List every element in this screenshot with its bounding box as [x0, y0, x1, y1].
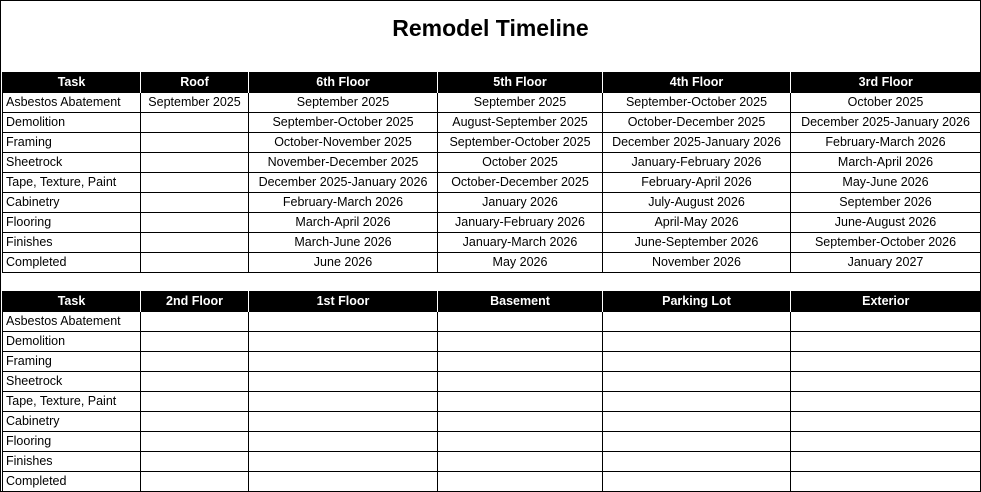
column-header[interactable]: Roof [141, 72, 249, 92]
task-cell[interactable]: Completed [3, 252, 141, 272]
date-cell[interactable] [141, 431, 249, 451]
date-cell[interactable]: July-August 2026 [603, 192, 791, 212]
date-cell[interactable] [791, 311, 981, 331]
header-row [3, 72, 981, 92]
date-cell[interactable]: October 2025 [791, 92, 981, 112]
date-cell[interactable] [603, 371, 791, 391]
date-cell[interactable] [141, 252, 249, 272]
date-cell[interactable] [438, 391, 603, 411]
column-header[interactable]: 5th Floor [438, 72, 603, 92]
date-cell[interactable]: March-June 2026 [249, 232, 438, 252]
date-cell[interactable]: September 2025 [249, 92, 438, 112]
table-row [3, 331, 981, 351]
date-cell[interactable]: May 2026 [438, 252, 603, 272]
task-cell[interactable]: Flooring [3, 212, 141, 232]
date-cell[interactable]: May-June 2026 [791, 172, 981, 192]
date-cell[interactable] [249, 371, 438, 391]
date-cell[interactable] [603, 331, 791, 351]
date-cell[interactable] [603, 351, 791, 371]
date-cell[interactable] [791, 471, 981, 491]
date-cell[interactable] [438, 471, 603, 491]
date-cell[interactable] [141, 471, 249, 491]
date-cell[interactable]: November-December 2025 [249, 152, 438, 172]
date-cell[interactable] [141, 192, 249, 212]
date-cell[interactable]: January 2027 [791, 252, 981, 272]
date-cell[interactable]: September-October 2026 [791, 232, 981, 252]
timeline-table-upper [2, 72, 981, 273]
date-cell[interactable] [141, 152, 249, 172]
date-cell[interactable]: September-October 2025 [603, 92, 791, 112]
task-cell[interactable]: Sheetrock [3, 152, 141, 172]
date-cell[interactable] [603, 431, 791, 451]
date-cell[interactable]: September 2026 [791, 192, 981, 212]
table-row [3, 212, 981, 232]
date-cell[interactable] [438, 431, 603, 451]
date-cell[interactable] [791, 391, 981, 411]
date-cell[interactable] [249, 391, 438, 411]
date-cell[interactable]: June-September 2026 [603, 232, 791, 252]
table-row [3, 371, 981, 391]
task-cell[interactable]: Completed [3, 471, 141, 491]
task-cell[interactable]: Finishes [3, 451, 141, 471]
table-row [3, 132, 981, 152]
date-cell[interactable]: December 2025-January 2026 [791, 112, 981, 132]
date-cell[interactable]: December 2025-January 2026 [603, 132, 791, 152]
date-cell[interactable]: September 2025 [438, 92, 603, 112]
date-cell[interactable] [249, 311, 438, 331]
date-cell[interactable]: March-April 2026 [791, 152, 981, 172]
date-cell[interactable] [249, 351, 438, 371]
date-cell[interactable] [603, 451, 791, 471]
date-cell[interactable] [141, 351, 249, 371]
task-cell[interactable]: Framing [3, 132, 141, 152]
task-cell[interactable]: Asbestos Abatement [3, 311, 141, 331]
date-cell[interactable] [438, 411, 603, 431]
date-cell[interactable] [141, 411, 249, 431]
date-cell[interactable]: December 2025-January 2026 [249, 172, 438, 192]
date-cell[interactable]: September-October 2025 [249, 112, 438, 132]
table-row [3, 391, 981, 411]
date-cell[interactable] [249, 331, 438, 351]
date-cell[interactable]: June 2026 [249, 252, 438, 272]
date-cell[interactable] [438, 331, 603, 351]
date-cell[interactable] [791, 331, 981, 351]
task-cell[interactable]: Tape, Texture, Paint [3, 172, 141, 192]
date-cell[interactable] [603, 391, 791, 411]
table-row [3, 471, 981, 491]
date-cell[interactable] [141, 311, 249, 331]
date-cell[interactable] [791, 411, 981, 431]
date-cell[interactable] [141, 172, 249, 192]
task-cell[interactable]: Cabinetry [3, 192, 141, 212]
table-row [3, 252, 981, 272]
task-cell[interactable]: Asbestos Abatement [3, 92, 141, 112]
date-cell[interactable] [141, 112, 249, 132]
date-cell[interactable] [438, 351, 603, 371]
table-row [3, 92, 981, 112]
table-row [3, 112, 981, 132]
date-cell[interactable]: October-November 2025 [249, 132, 438, 152]
table-row [3, 172, 981, 192]
table-row [3, 152, 981, 172]
date-cell[interactable] [249, 451, 438, 471]
date-cell[interactable] [438, 371, 603, 391]
date-cell[interactable] [603, 471, 791, 491]
table-row [3, 232, 981, 252]
column-header[interactable]: Task [3, 72, 141, 92]
date-cell[interactable]: January-February 2026 [438, 212, 603, 232]
date-cell[interactable] [141, 451, 249, 471]
date-cell[interactable]: November 2026 [603, 252, 791, 272]
date-cell[interactable] [249, 411, 438, 431]
date-cell[interactable]: October-December 2025 [438, 172, 603, 192]
column-header[interactable]: 3rd Floor [791, 72, 981, 92]
date-cell[interactable] [249, 471, 438, 491]
table-row [3, 431, 981, 451]
column-header[interactable]: 4th Floor [603, 72, 791, 92]
date-cell[interactable]: September 2025 [141, 92, 249, 112]
date-cell[interactable]: October 2025 [438, 152, 603, 172]
date-cell[interactable] [438, 311, 603, 331]
date-cell[interactable]: February-March 2026 [249, 192, 438, 212]
date-cell[interactable] [249, 431, 438, 451]
table-row [3, 451, 981, 471]
date-cell[interactable]: September-October 2025 [438, 132, 603, 152]
date-cell[interactable] [141, 232, 249, 252]
date-cell[interactable] [141, 391, 249, 411]
date-cell[interactable] [141, 132, 249, 152]
date-cell[interactable]: April-May 2026 [603, 212, 791, 232]
date-cell[interactable] [791, 351, 981, 371]
table-row [3, 311, 981, 331]
task-cell[interactable]: Cabinetry [3, 411, 141, 431]
date-cell[interactable]: January 2026 [438, 192, 603, 212]
column-header[interactable]: Exterior [791, 291, 981, 311]
column-header[interactable]: 1st Floor [249, 291, 438, 311]
column-header[interactable]: Parking Lot [603, 291, 791, 311]
task-cell[interactable]: Finishes [3, 232, 141, 252]
table-row [3, 351, 981, 371]
date-cell[interactable]: October-December 2025 [603, 112, 791, 132]
task-cell[interactable]: Tape, Texture, Paint [3, 391, 141, 411]
column-header[interactable]: Basement [438, 291, 603, 311]
date-cell[interactable] [791, 431, 981, 451]
column-header[interactable]: 2nd Floor [141, 291, 249, 311]
date-cell[interactable] [603, 411, 791, 431]
date-cell[interactable]: February-March 2026 [791, 132, 981, 152]
date-cell[interactable]: August-September 2025 [438, 112, 603, 132]
table-row [3, 411, 981, 431]
task-cell[interactable]: Sheetrock [3, 371, 141, 391]
date-cell[interactable]: February-April 2026 [603, 172, 791, 192]
date-cell[interactable]: January-March 2026 [438, 232, 603, 252]
date-cell[interactable] [438, 451, 603, 471]
timeline-table-lower [2, 291, 981, 492]
task-cell[interactable]: Framing [3, 351, 141, 371]
table-row [3, 192, 981, 212]
task-cell[interactable]: Demolition [3, 331, 141, 351]
date-cell[interactable] [141, 371, 249, 391]
date-cell[interactable] [791, 371, 981, 391]
date-cell[interactable] [791, 451, 981, 471]
date-cell[interactable]: March-April 2026 [249, 212, 438, 232]
column-header[interactable]: 6th Floor [249, 72, 438, 92]
date-cell[interactable] [603, 311, 791, 331]
column-header[interactable]: Task [3, 291, 141, 311]
task-cell[interactable]: Flooring [3, 431, 141, 451]
date-cell[interactable]: January-February 2026 [603, 152, 791, 172]
date-cell[interactable] [141, 331, 249, 351]
task-cell[interactable]: Demolition [3, 112, 141, 132]
date-cell[interactable] [141, 212, 249, 232]
date-cell[interactable]: June-August 2026 [791, 212, 981, 232]
header-row [3, 291, 981, 311]
page-title: Remodel Timeline [392, 15, 589, 41]
